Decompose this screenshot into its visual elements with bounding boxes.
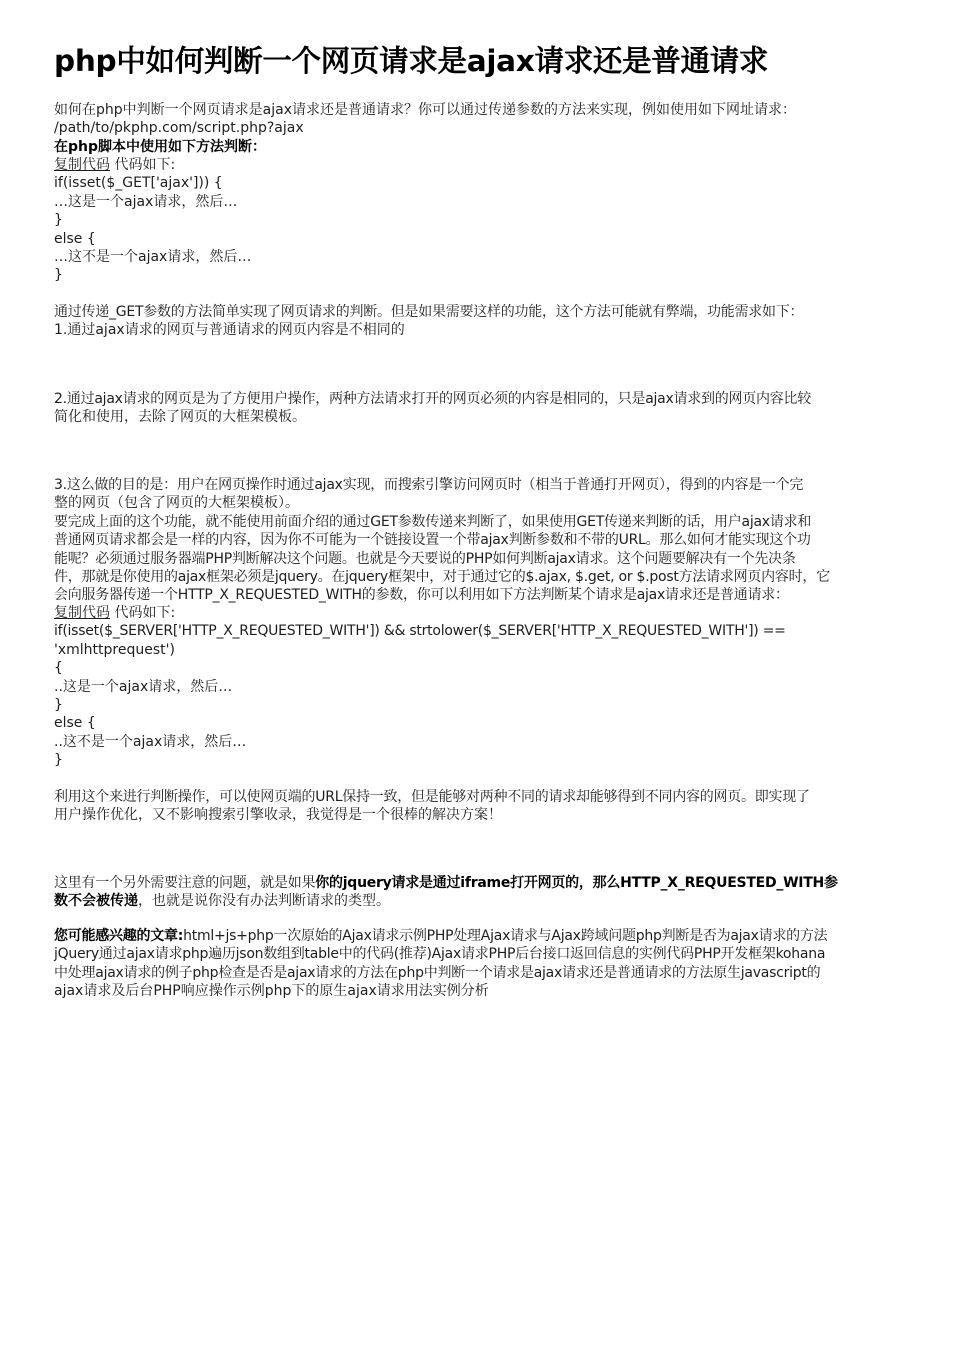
paragraph-line — [54, 892, 906, 910]
paragraph-5 — [54, 874, 906, 911]
related-line — [54, 927, 906, 945]
code-line: } — [54, 267, 63, 284]
paragraph-line: 2.通过ajax请求的网页是为了方便用户操作，两种方法请求打开的网页必须的内容是相同的，只是ajax请求到的网页内容比较 — [54, 391, 812, 407]
paragraph-line: 会向服务器传递一个HTTP_X_REQUESTED_WITH的参数，你可以利用如下方法判断某个请求是ajax请求还是普通请求： — [54, 587, 789, 604]
code-line: { — [54, 660, 63, 677]
code-header-label: 代码如下: — [110, 157, 176, 173]
note-emphasis: 你的jquery请求是通过iframe打开网页的，那么HTTP_X_REQUESTED_WITH参 — [315, 875, 838, 891]
related-links[interactable]: html+js+php一次原始的Ajax请求示例PHP处理Ajax请求与Ajax跨域问题php判断是否为ajax请求的方法 — [183, 928, 828, 944]
code-line: } — [54, 697, 63, 714]
related-links[interactable]: ajax请求及后台PHP响应操作示例php下的原生ajax请求用法实例分析 — [54, 983, 489, 1000]
paragraph-line: 整的网页（包含了网页的大框架模板）。 — [54, 495, 299, 512]
note-text: 这里有一个另外需要注意的问题，就是如果 — [54, 875, 316, 891]
code-line: ..这是一个ajax请求，然后… — [54, 678, 233, 695]
intro-line: 如何在php中判断一个网页请求是ajax请求还是普通请求？你可以通过传递参数的方法来实现，例如使用如下网址请求： — [54, 102, 796, 118]
paragraph-line: 1.通过ajax请求的网页与普通请求的网页内容是不相同的 — [54, 322, 405, 339]
code-line: else { — [54, 715, 96, 732]
code-header — [54, 604, 906, 622]
code-line: } — [54, 752, 63, 769]
intro-block — [54, 101, 906, 156]
code-line: if(isset($_GET['ajax'])) { — [54, 175, 223, 192]
code-block-2 — [54, 604, 906, 770]
paragraph-line: 简化和使用，去除了网页的大框架模板。 — [54, 409, 306, 426]
note-text: ，也就是说你没有办法判断请求的类型。 — [138, 893, 390, 910]
paragraph-line: 3.这么做的目的是：用户在网页操作时通过ajax实现，而搜索引擎访问网页时（相当于普通打开网页），得到的内容是一个完 — [54, 477, 804, 493]
code-header — [54, 156, 906, 174]
intro-subheading: 在php脚本中使用如下方法判断： — [54, 138, 267, 155]
code-line: if(isset($_SERVER['HTTP_X_REQUESTED_WITH']) && strtolower($_SERVER['HTTP_X_REQUESTED_WITH']) == — [54, 623, 786, 640]
paragraph-1 — [54, 303, 906, 340]
page-title: php中如何判断一个网页请求是ajax请求还是普通请求 — [54, 44, 769, 78]
paragraph-line: 件，那就是你使用的ajax框架必须是jquery。在jquery框架中，对于通过它的$.ajax, $.get, or $.post方法请求网页内容时，它 — [54, 569, 830, 586]
copy-code-link[interactable]: 复制代码 — [54, 157, 110, 173]
paragraph-line: 能呢？必须通过服务器端PHP判断解决这个问题。也就是今天要说的PHP如何判断ajax请求。这个问题要解决有一个先决条 — [54, 550, 796, 567]
note-emphasis: 数不会被传递 — [54, 893, 138, 910]
related-links[interactable]: 中处理ajax请求的例子php检查是否是ajax请求的方法在php中判断一个请求是ajax请求还是普通请求的方法原生javascript的 — [54, 964, 821, 981]
code-line: ..这不是一个ajax请求，然后… — [54, 733, 247, 750]
related-links[interactable]: jQuery通过ajax请求php遍历json数组到table中的代码(推荐)Ajax请求PHP后台接口返回信息的实例代码PHP开发框架kohana — [54, 946, 826, 963]
paragraph-line: 用户操作优化，又不影响搜索引擎收录，我觉得是一个很棒的解决方案！ — [54, 807, 502, 824]
intro-url-line: /path/to/pkphp.com/script.php?ajax — [54, 120, 304, 137]
related-articles — [54, 927, 906, 1001]
paragraph-line: 通过传递_GET参数的方法简单实现了网页请求的判断。但是如果需要这样的功能，这个方法可能就有弊端，功能需求如下： — [54, 304, 804, 320]
code-line: …这是一个ajax请求，然后… — [54, 193, 238, 210]
code-line: 'xmlhttprequest') — [54, 641, 175, 658]
paragraph-line: 要完成上面的这个功能，就不能使用前面介绍的通过GET参数传递来判断了，如果使用GET传递来判断的话，用户ajax请求和 — [54, 513, 812, 530]
paragraph-line — [54, 874, 906, 892]
code-header-label: 代码如下: — [110, 605, 176, 621]
paragraph-2 — [54, 390, 906, 427]
code-line: …这不是一个ajax请求，然后… — [54, 249, 252, 266]
copy-code-link[interactable]: 复制代码 — [54, 605, 110, 621]
paragraph-4 — [54, 788, 906, 825]
paragraph-3 — [54, 476, 906, 605]
related-label: 您可能感兴趣的文章: — [54, 928, 184, 944]
code-line: else { — [54, 230, 96, 247]
paragraph-line: 普通网页请求都会是一样的内容，因为你不可能为一个链接设置一个带ajax判断参数和不带的URL。那么如何才能实现这个功 — [54, 532, 811, 549]
code-line: } — [54, 212, 63, 229]
paragraph-line: 利用这个来进行判断操作，可以使网页端的URL保持一致，但是能够对两种不同的请求却能够得到不同内容的网页。即实现了 — [54, 789, 810, 805]
code-block-1 — [54, 156, 906, 285]
